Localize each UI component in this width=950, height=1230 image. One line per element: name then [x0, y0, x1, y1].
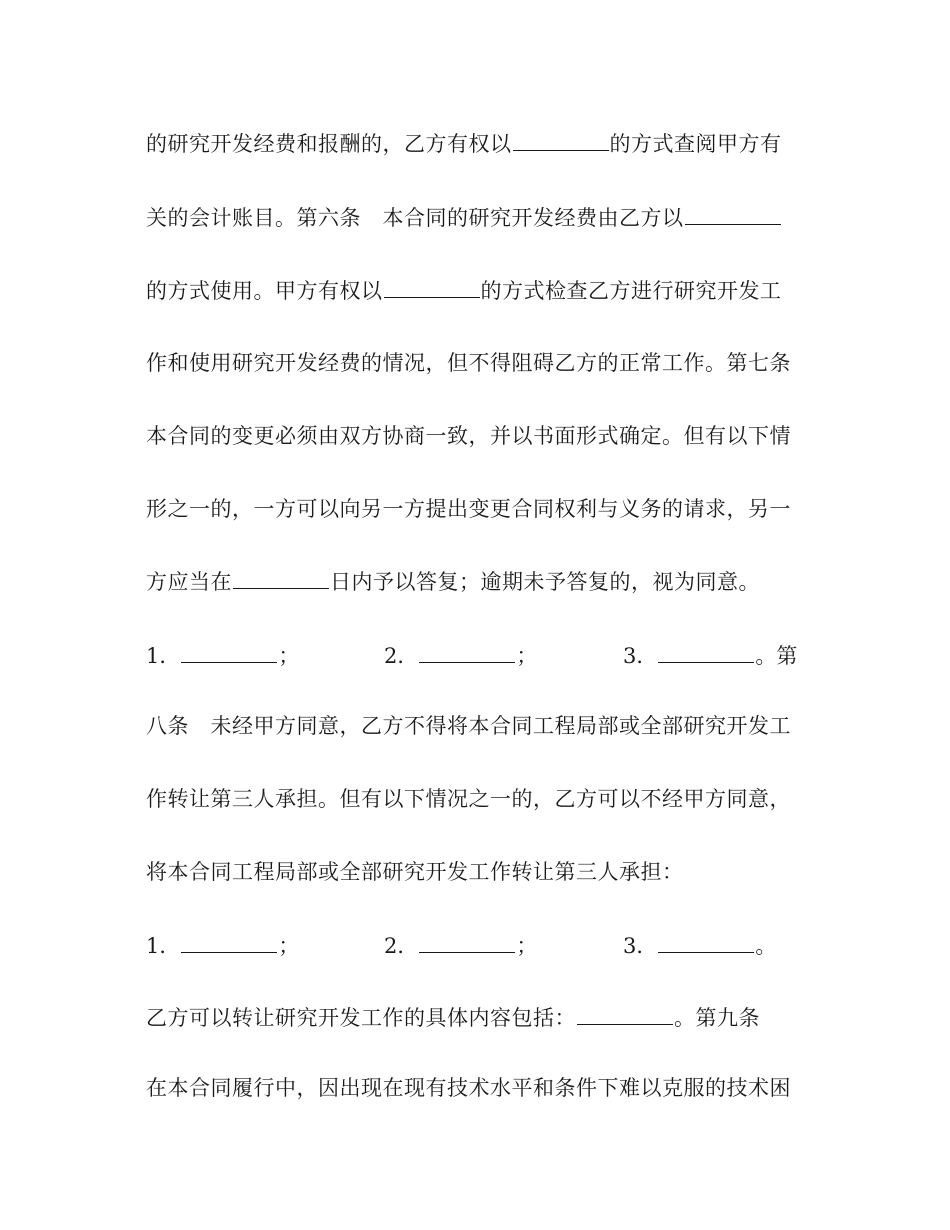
text-segment: 的方式检查乙方进行研究开发工 [480, 279, 782, 303]
list-item [146, 930, 299, 961]
text-line [146, 202, 806, 232]
text-segment: 八条 未经甲方同意，乙方不得将本合同工程局部或全部研究开发工 [146, 714, 791, 738]
fill-in-blank[interactable] [658, 930, 754, 953]
list-end: ； [516, 934, 538, 958]
text-segment: 日内予以答复；逾期未予答复的，视为同意。 [330, 570, 760, 594]
text-line [146, 857, 806, 887]
list-number: 2． [384, 644, 419, 668]
numbered-list [146, 930, 806, 960]
text-segment: 的方式查阅甲方有 [609, 132, 782, 156]
list-item [146, 640, 299, 671]
text-segment: 乙方可以转让研究开发工作的具体内容包括： [146, 1006, 576, 1030]
list-end: ； [278, 934, 300, 958]
text-line [146, 275, 806, 305]
fill-in-blank[interactable] [384, 275, 480, 298]
list-item [623, 930, 776, 961]
text-line [146, 711, 806, 741]
fill-in-blank[interactable] [419, 640, 515, 663]
list-number: 2． [384, 934, 419, 958]
text-segment: 形之一的，一方可以向另一方提出变更合同权利与义务的请求，另一 [146, 497, 791, 521]
text-line [146, 784, 806, 814]
list-end: ； [278, 644, 300, 668]
list-item [384, 640, 537, 671]
text-segment: 本合同的变更必须由双方协商一致，并以书面形式确定。但有以下情 [146, 424, 791, 448]
text-segment: 的方式使用。甲方有权以 [146, 279, 383, 303]
text-segment: 作和使用研究开发经费的情况，但不得阻碍乙方的正常工作。第七条 [146, 351, 791, 375]
fill-in-blank[interactable] [658, 640, 754, 663]
list-number: 3． [623, 934, 658, 958]
text-segment: 在本合同履行中，因出现在现有技术水平和条件下难以克服的技术困 [146, 1076, 791, 1100]
fill-in-blank[interactable] [233, 566, 329, 589]
numbered-list [146, 640, 806, 670]
text-line [146, 421, 806, 451]
fill-in-blank[interactable] [513, 128, 609, 151]
list-number: 3． [623, 644, 658, 668]
text-line [146, 128, 806, 158]
text-line [146, 348, 806, 378]
list-number: 1． [146, 644, 181, 668]
text-line [146, 566, 806, 596]
text-segment: 将本合同工程局部或全部研究开发工作转让第三人承担： [146, 860, 684, 884]
text-segment: 。第九条 [674, 1006, 760, 1030]
text-line [146, 1073, 806, 1103]
list-end: 。第 [755, 644, 798, 668]
list-end: ； [516, 644, 538, 668]
fill-in-blank[interactable] [685, 202, 781, 225]
list-number: 1． [146, 934, 181, 958]
fill-in-blank[interactable] [181, 930, 277, 953]
text-segment: 的研究开发经费和报酬的，乙方有权以 [146, 132, 512, 156]
fill-in-blank[interactable] [419, 930, 515, 953]
text-line [146, 494, 806, 524]
text-segment: 方应当在 [146, 570, 232, 594]
fill-in-blank[interactable] [181, 640, 277, 663]
list-item [623, 640, 797, 671]
text-line [146, 1002, 806, 1032]
list-end: 。 [755, 934, 777, 958]
text-segment: 作转让第三人承担。但有以下情况之一的，乙方可以不经甲方同意， [146, 787, 791, 811]
fill-in-blank[interactable] [577, 1002, 673, 1025]
list-item [384, 930, 537, 961]
text-segment: 关的会计账目。第六条 本合同的研究开发经费由乙方以 [146, 206, 684, 230]
